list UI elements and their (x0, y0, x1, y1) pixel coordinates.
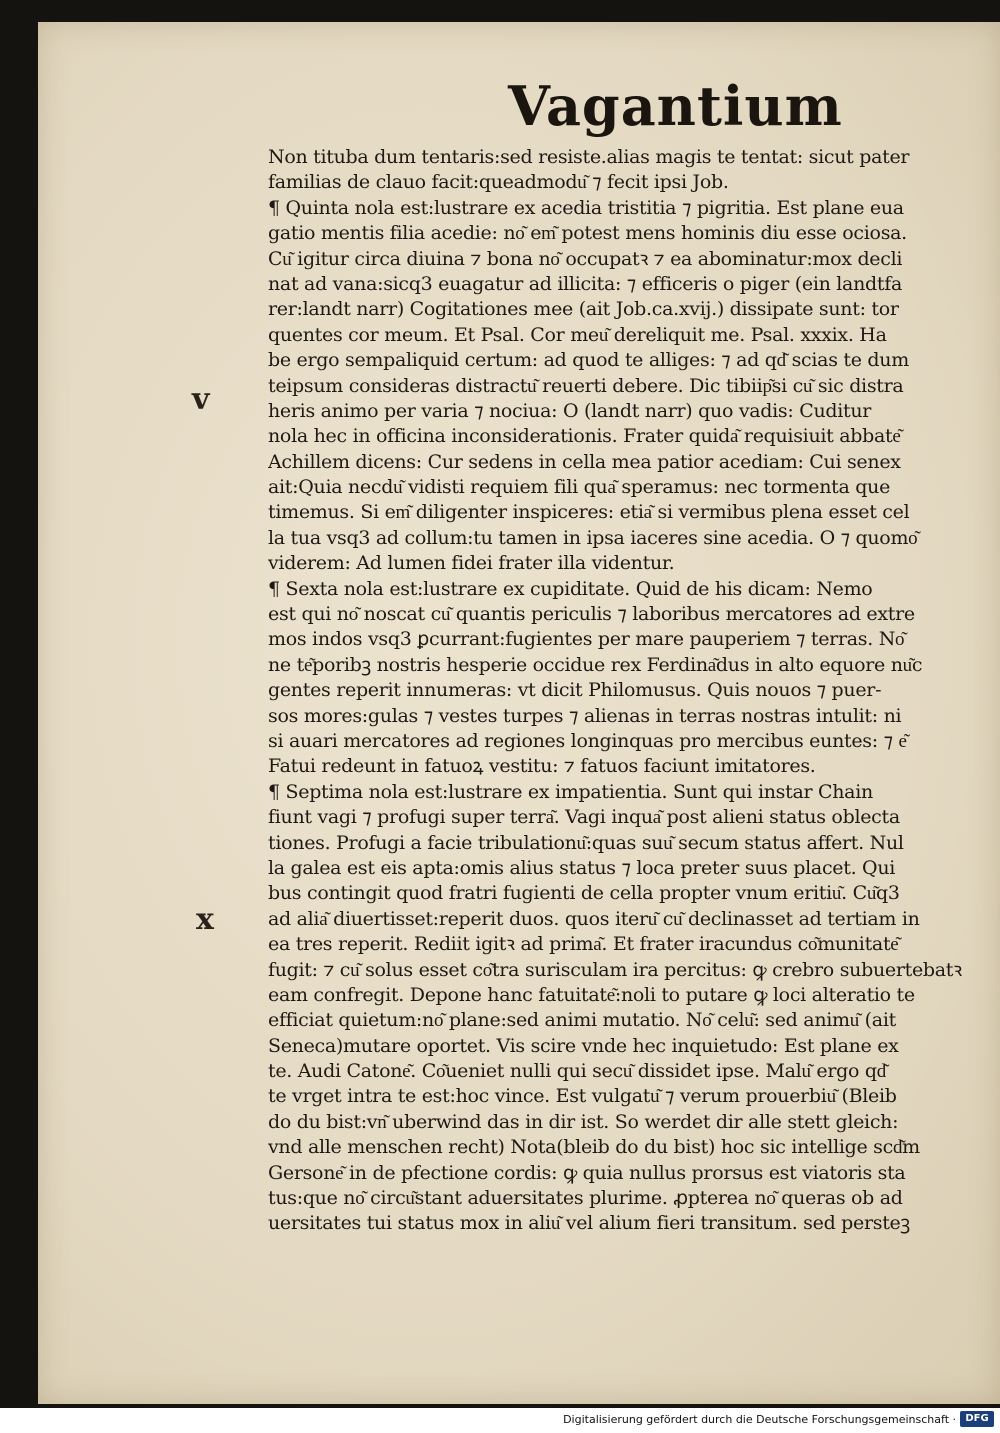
text-line: sos mores:gulas ⁊ vestes turpes ⁊ alienas in terras nostras intulit: ni (268, 704, 902, 727)
text-line: timemus. Si em͂ diligenter inspiceres: etia͂ si vermibus plena esset cel (268, 501, 910, 524)
text-line: la tua vsq3 ad collum:tu tamen in ipsa iaceres sine acedia. O ⁊ quomo͂ (268, 526, 918, 549)
text-line: la galea est eis apta:omis alius status ⁊ loca preter suus placet. Qui (268, 856, 896, 879)
text-line: tiones. Profugi a facie tribulationu͂:quas suu͂ secum status affert. Nul (268, 831, 904, 854)
text-line: fugit: ⁊ cu͂ solus esset co͂tra surisculam ira percitus: ꝙ crebro subuertebatꝛ (268, 958, 962, 981)
text-line: gentes reperit innumeras: vt dicit Philomusus. Quis nouos ⁊ puer- (268, 679, 882, 702)
text-line: te vrget intra te est:hoc vince. Est vulgatu͂ ⁊ verum prouerbiu͂ (Bleib (268, 1085, 897, 1108)
text-line: vnd alle menschen recht) Nota(bleib do du bist) hoc sic intellige scd͂m (268, 1136, 920, 1159)
text-block (268, 145, 986, 1237)
text-line: Fatui redeunt in fatuoꝝ vestitu: ⁊ fatuos faciunt imitatores. (268, 755, 816, 778)
text-line: be ergo sempaliquid certum: ad quod te alliges: ⁊ ad qd͂ scias te dum (268, 349, 909, 372)
text-line: nat ad vana:sicq3 euagatur ad illicita: ⁊ efficeris o piger (ein landtfa (268, 272, 902, 295)
text-line: gatio mentis filia acedie: no͂ em͂ potest mens hominis diu esse ociosa. (268, 222, 907, 245)
text-line: Achillem dicens: Cur sedens in cella mea patior acediam: Cui senex (268, 450, 901, 473)
text-line: uersitates tui status mox in aliu͂ vel alium fieri transitum. sed persteꝫ (268, 1212, 910, 1235)
signature-mark-x: x (196, 902, 214, 937)
text-line: efficiat quietum:no͂ plane:sed animi mutatio. No͂ celu͂: sed animu͂ (ait (268, 1009, 896, 1032)
running-head: Vagantium (508, 74, 843, 138)
text-line: heris animo per varia ⁊ nociua: O (landt narr) quo vadis: Cuditur (268, 399, 872, 422)
text-line: est qui no͂ noscat cu͂ quantis periculis ⁊ laboribus mercatores ad extre (268, 603, 915, 626)
text-line: ¶ Quinta nola est:lustrare ex acedia tristitia ⁊ pigritia. Est plane eua (268, 196, 904, 219)
text-line: ait:Quia necdu͂ vidisti requiem fili qua͂ speramus: nec tormenta que (268, 476, 891, 499)
text-line: si auari mercatores ad regiones longinquas pro mercibus euntes: ⁊ e͂ (268, 729, 907, 752)
text-line: ea tres reperit. Rediit igitꝛ ad prima͂. Et frater iracundus co͂munitate͂ (268, 933, 899, 956)
text-line: ad alia͂ diuertisset:reperit duos. quos iteru͂ cu͂ declinasset ad tertiam in (268, 907, 920, 930)
text-line: teipsum consideras distractu͂ reuerti debere. Dic tibiip͂si cu͂ sic distra (268, 374, 904, 397)
text-line: mos indos vsq3 ꝑcurrant:fugientes per mare pauperiem ⁊ terras. No͂ (268, 628, 905, 651)
text-line: tus:que no͂ circu͂stant aduersitates plurime. ꝓpterea no͂ queras ob ad (268, 1187, 903, 1210)
signature-mark-v: v (192, 382, 210, 417)
text-line: quentes cor meum. Et Psal. Cor meu͂ dereliquit me. Psal. xxxix. Ha (268, 323, 887, 346)
dfg-logo: DFG (960, 1411, 994, 1427)
text-line: ¶ Sexta nola est:lustrare ex cupiditate. Quid de his dicam: Nemo (268, 577, 873, 600)
text-line: rer:landt narr) Cogitationes mee (ait Job.ca.xvij.) dissipate sunt: tor (268, 298, 899, 321)
text-line: Gersone͂ in de pfectione cordis: ꝙ quia nullus prorsus est viatoris sta (268, 1161, 906, 1184)
text-line: eam confregit. Depone hanc fatuitate͂:noli to putare ꝙ loci alteratio te (268, 983, 915, 1006)
text-line: ne te͂poribꝫ nostris hesperie occidue rex Ferdina͂dus in alto equore nu͂c (268, 653, 923, 676)
text-line: familias de clauo facit:queadmodu͂ ⁊ fecit ipsi Job. (268, 171, 729, 194)
text-line: do du bist:vn͂ uberwind das in dir ist. So werdet dir alle stett gleich: (268, 1110, 899, 1133)
text-line: Cu͂ igitur circa diuina ⁊ bona no͂ occupatꝛ ⁊ ea abominatur:mox decli (268, 247, 903, 270)
text-line: Seneca)mutare oportet. Vis scire vnde hec inquietudo: Est plane ex (268, 1034, 899, 1057)
text-line: fiunt vagi ⁊ profugi super terra͂. Vagi inqua͂ post alieni status oblecta (268, 806, 900, 829)
text-line: bus contingit quod fratri fugienti de cella propter vnum eritiu͂. Cu͂q3 (268, 882, 900, 905)
text-line: viderem: Ad lumen fidei frater illa videntur. (268, 552, 675, 575)
funding-credit: Digitalisierung gefördert durch die Deutsche Forschungsgemeinschaft · (563, 1413, 956, 1426)
text-line: te. Audi Catone͂. Co͂ueniet nulli qui secu͂ dissidet ipse. Malu͂ ergo qd͂ (268, 1060, 886, 1083)
text-line: nola hec in officina inconsiderationis. Frater quida͂ requisiuit abbate͂ (268, 425, 901, 448)
text-line: ¶ Septima nola est:lustrare ex impatientia. Sunt qui instar Chain (268, 780, 873, 803)
text-line: Non tituba dum tentaris:sed resiste.alias magis te tentat: sicut pater (268, 146, 910, 168)
book-page (38, 22, 1000, 1404)
